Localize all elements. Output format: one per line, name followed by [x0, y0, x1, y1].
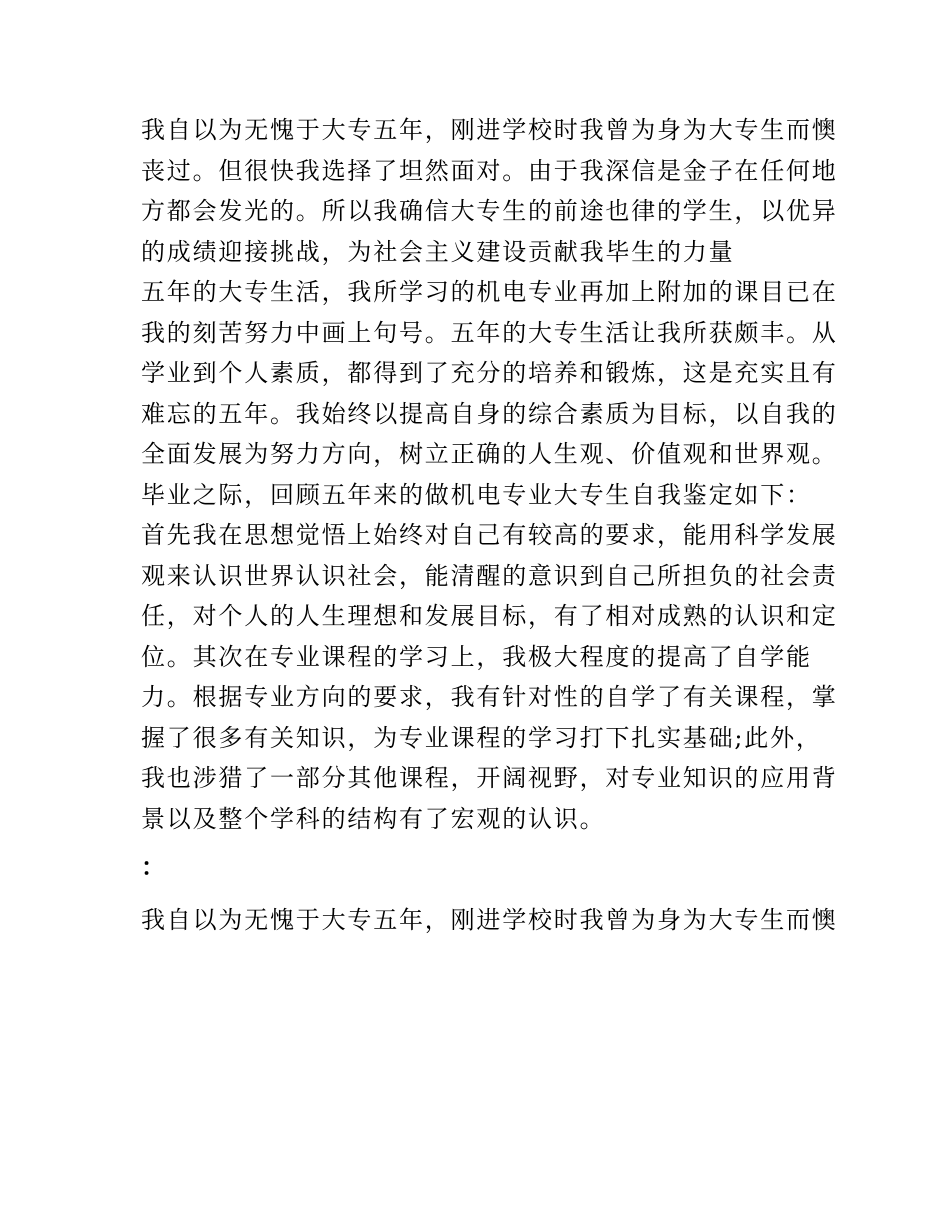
document-body: [141, 110, 838, 941]
text-line: 景以及整个学科的结构有了宏观的认识。: [141, 804, 606, 833]
closing-line: 我自以为无愧于大专五年，刚进学校时我曾为身为大专生而懊: [141, 906, 838, 934]
text-line: 位。其次在专业课程的学习上，我极大程度的提高了自学能: [141, 642, 812, 671]
text-line: 难忘的五年。我始终以提高自身的综合素质为目标，以自我的: [141, 399, 838, 428]
text-line: 首先我在思想觉悟上始终对自己有较高的要求，能用科学发展: [141, 521, 838, 549]
text-line: 我也涉猎了一部分其他课程，开阔视野，对专业知识的应用背: [141, 764, 838, 792]
text-line: 方都会发光的。所以我确信大专生的前途也律的学生，以优异: [141, 197, 838, 225]
text-line: 观来认识世界认识社会，能清醒的意识到自己所担负的社会责: [141, 561, 838, 590]
text-line: 毕业之际，回顾五年来的做机电专业大专生自我鉴定如下：: [141, 480, 812, 509]
text-line: 任，对个人的人生理想和发展目标，有了相对成熟的认识和定: [141, 602, 838, 630]
text-line: 五年的大专生活，我所学习的机电专业再加上附加的课目已在: [141, 278, 838, 306]
text-line: 我自以为无愧于大专五年，刚进学校时我曾为身为大专生而懊: [141, 116, 838, 144]
text-line: 力。根据专业方向的要求，我有针对性的自学了有关课程，掌: [141, 683, 838, 711]
text-line: 丧过。但很快我选择了坦然面对。由于我深信是金子在任何地: [141, 156, 838, 185]
text-line: 我的刻苦努力中画上句号。五年的大专生活让我所获颇丰。从: [141, 318, 838, 347]
text-line: 的成绩迎接挑战，为社会主义建设贡献我毕生的力量: [141, 237, 735, 266]
text-line: 全面发展为努力方向，树立正确的人生观、价值观和世界观。: [141, 440, 838, 468]
separator-mark: ：: [141, 852, 165, 881]
text-line: 学业到个人素质，都得到了充分的培养和锻炼，这是充实且有: [141, 359, 838, 387]
text-line: 握了很多有关知识，为专业课程的学习打下扎实基础;此外，: [141, 723, 822, 752]
